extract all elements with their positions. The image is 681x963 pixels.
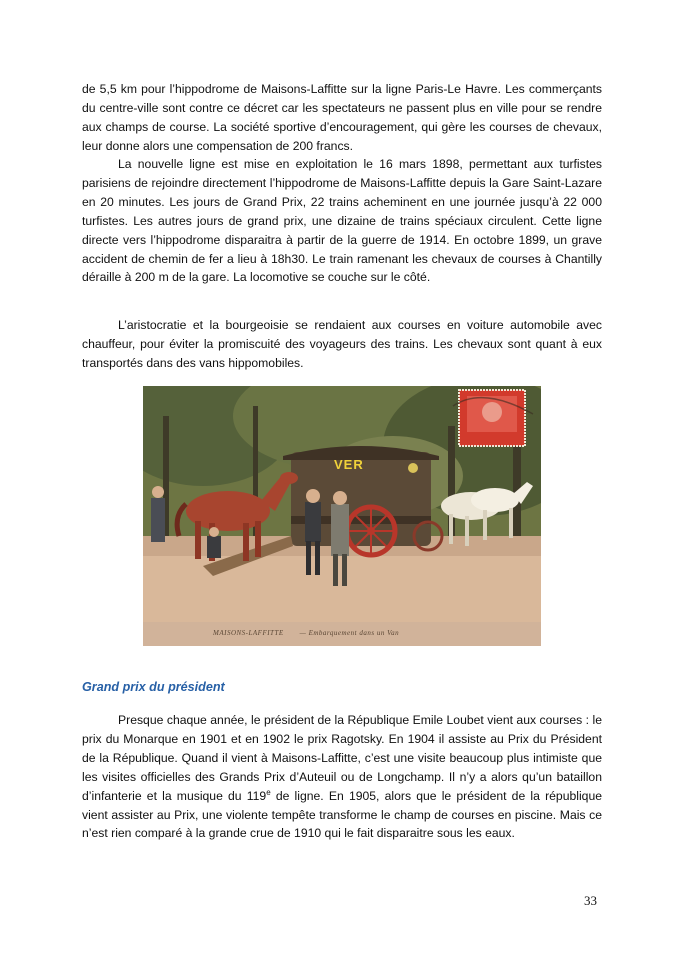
paragraph-aristocracy: L’aristocratie et la bourgeoisie se rendaient aux courses en voiture automobile avec chauffeur, pour éviter la promiscuité des voyageurs des trains. Les chevaux sont quant à eux transportés dans des vans hippomobiles. (82, 318, 602, 370)
ordinal-superscript: e (266, 787, 271, 797)
postcard-photo (143, 386, 541, 646)
van-lettering: VER (334, 457, 364, 472)
postcard-caption (213, 629, 533, 637)
paragraph-railway-line: de 5,5 km pour l’hippodrome de Maisons-Laffitte sur la ligne Paris-Le Havre. Les commerçants du centre-ville sont contre ce décret car les spectateurs ne passent plus en ville pour se rendre aux champs de course. La société sportive d’encouragement, qui gère les courses de chevaux, leur donne alors une compensation de 200 francs. (82, 82, 602, 153)
paragraph-president-text-a: Presque chaque année, le président de la République Emile Loubet vient aux courses : le prix du Monarque en 1901 et en 1902 le prix Ragotsky. En 1904 il assiste au Prix du Président de la République. Quand il vient à Maisons-Laffitte, c’est une visite beaucoup plus intimiste que les visites officielles des Grands Prix d’Auteuil ou de Longchamp. Il n’y a alors qu’un bataillon d’infanterie et la musique du 119 (82, 713, 602, 803)
paragraph-new-line: La nouvelle ligne est mise en exploitation le 16 mars 1898, permettant aux turfistes parisiens de rejoindre directement l’hippodrome de Maisons-Laffitte depuis la Gare Saint-Lazare en 20 minutes. Les jours de Grand Prix, 22 trains acheminent en une journée jusqu’à 22 000 turfistes. Les autres jours de grand prix, une dizaine de trains spéciaux circulent. Cette ligne directe vers l’hippodrome disparaitra à partir de la guerre de 1914. En octobre 1899, un grave accident de chemin de fer a lieu à 18h30. Le train ramenant les chevaux de courses à Chantilly déraille à 200 m de la gare. La locomotive se couche sur le côté. (82, 157, 602, 285)
section-heading: Grand prix du président (82, 680, 225, 694)
paragraph-president-text-b: de ligne. En 1905, alors que le président de la république vient assister au Prix, une violente tempête transforme le champ de courses en piscine. Mais ce n’est rien comparé à la grande crue de 1910 qui le fait disparaitre sous les eaux. (82, 788, 602, 841)
paragraph-president (82, 711, 602, 843)
caption-text: — Embarquement dans un Van (299, 629, 400, 637)
page-number: 33 (584, 893, 597, 908)
postage-stamp (453, 390, 533, 446)
caption-place: MAISONS-LAFFITTE (213, 629, 284, 637)
postcard-illustration (143, 386, 541, 646)
